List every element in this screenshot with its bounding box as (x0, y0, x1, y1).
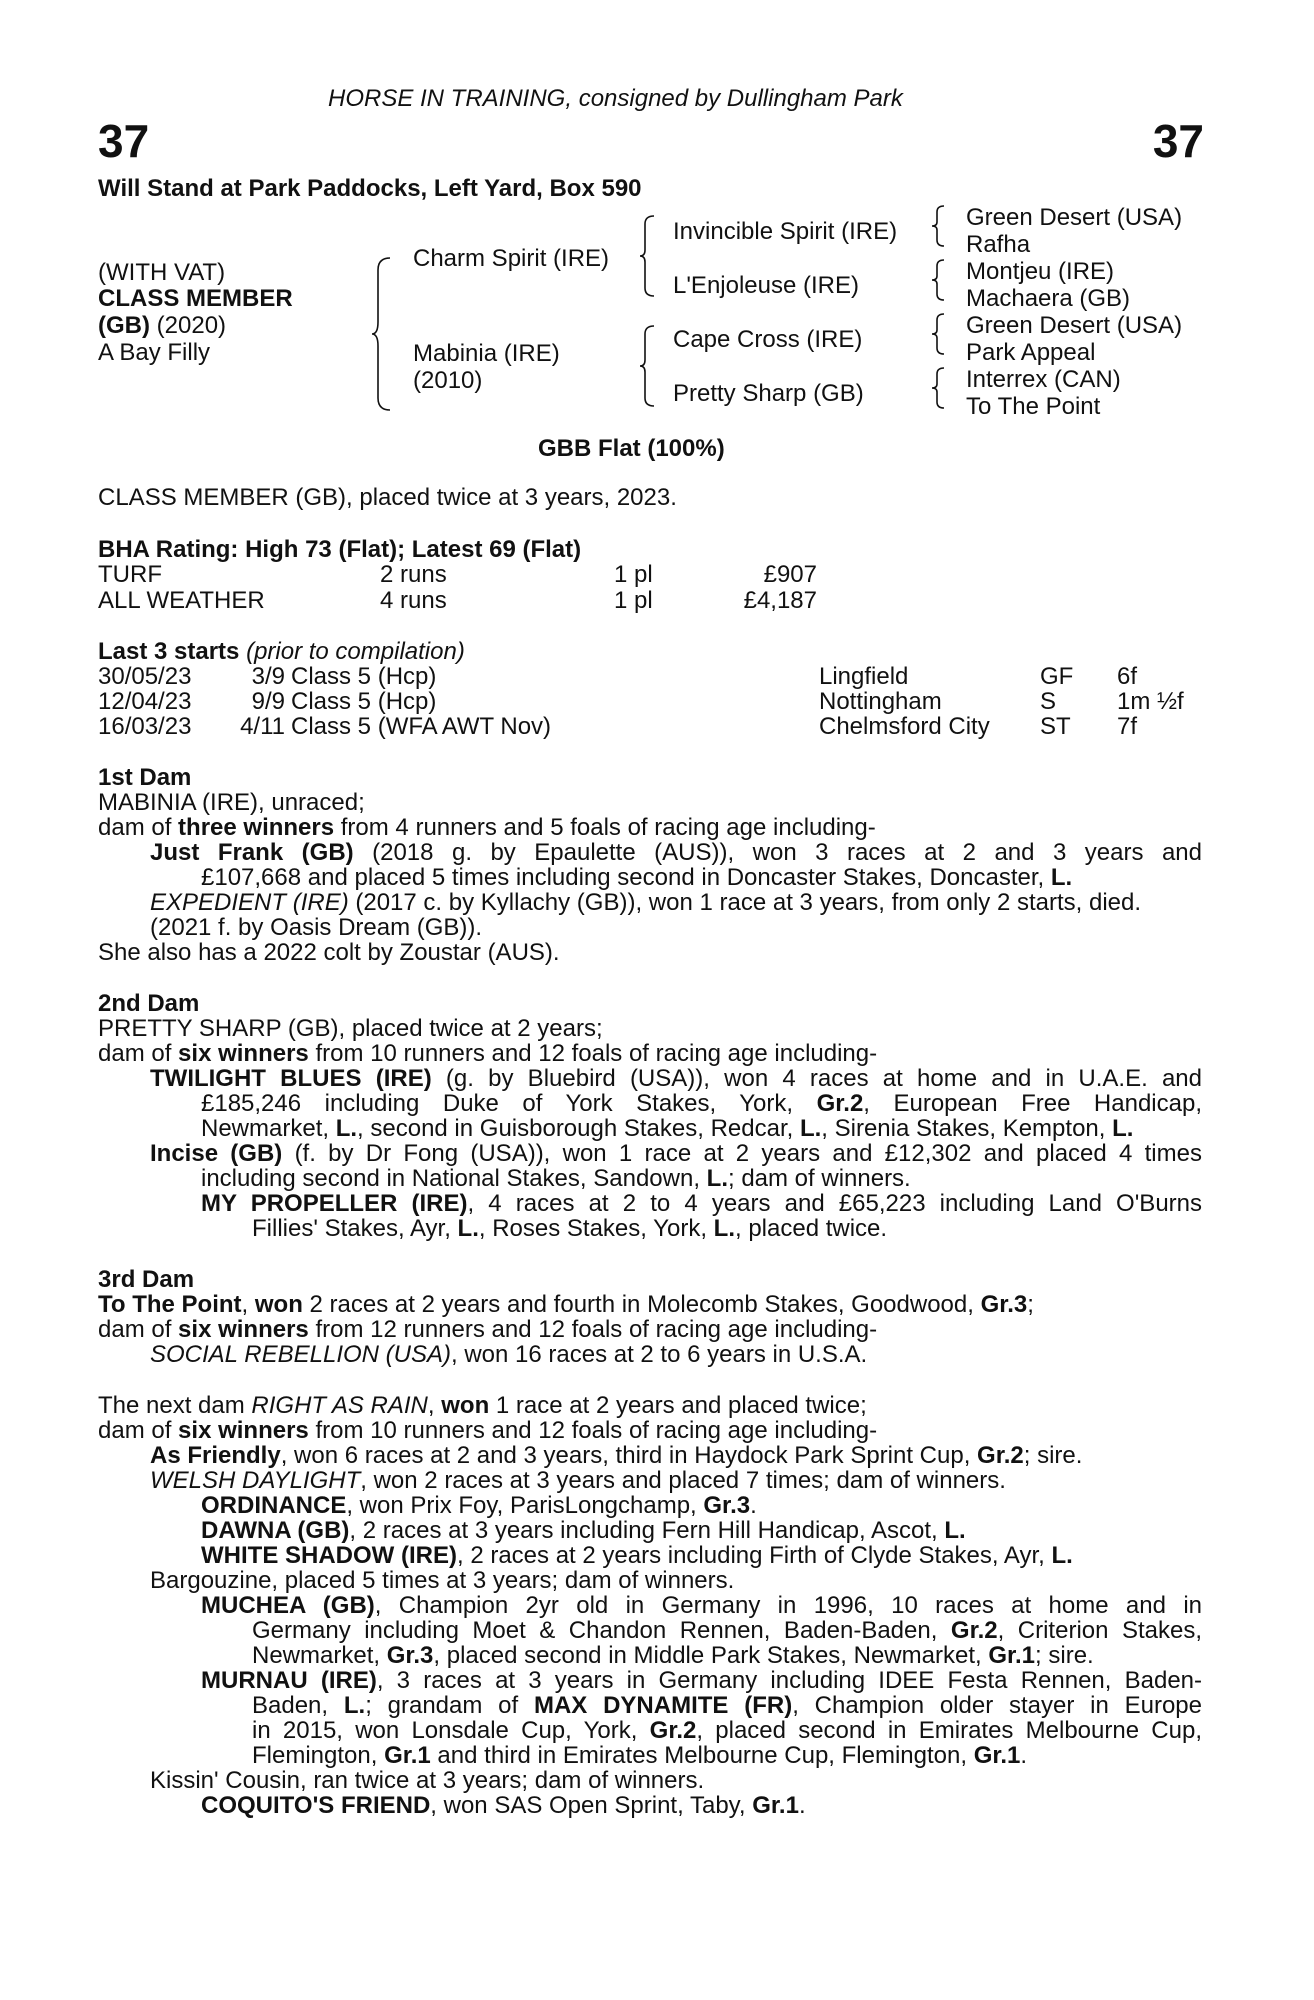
text: six winners (178, 1417, 309, 1444)
dam2-line (150, 1066, 1202, 1092)
dam4-line (252, 1643, 1094, 1669)
dam4-line (252, 1743, 1027, 1769)
dam2-line (201, 1091, 1202, 1117)
text: The next dam (98, 1392, 252, 1419)
start-race: Class 5 (Hcp) (291, 663, 437, 690)
text: , won 2 races at 3 years and placed 7 times; dam of winners. (360, 1467, 1006, 1494)
dam3-line (150, 1342, 867, 1368)
rating-row-placed: 1 pl (614, 561, 653, 588)
dam4-line (201, 1593, 1202, 1619)
last-starts-note: (prior to compilation) (246, 638, 465, 665)
text: , 2 races at 3 years including Fern Hill Handicap, Ascot, (349, 1517, 945, 1544)
horse-origin-year (98, 313, 226, 339)
dam1-line: MABINIA (IRE), unraced; (98, 789, 365, 816)
text: TWILIGHT BLUES (IRE) (150, 1065, 432, 1092)
text: Fillies' Stakes, Ayr, (252, 1215, 458, 1242)
text: RIGHT AS RAIN (251, 1392, 428, 1419)
start-date: 30/05/23 (98, 663, 192, 690)
start-course: Chelmsford City (819, 713, 990, 740)
bha-rating-title: BHA Rating: High 73 (Flat); Latest 69 (Flat) (98, 536, 582, 563)
text: L. (457, 1215, 479, 1242)
text: Gr.3 (703, 1492, 751, 1519)
text: Gr.2 (950, 1617, 998, 1644)
text: Newmarket, (201, 1115, 336, 1142)
text: and third in Emirates Melbourne Cup, Flemington, (430, 1742, 974, 1769)
text: Germany including Moet & Chandon Rennen, Baden-Baden, (252, 1617, 951, 1644)
text: , Champion older stayer in Europe (792, 1692, 1202, 1719)
text: . (798, 1792, 806, 1819)
pedigree-sire-dam: L'Enjoleuse (IRE) (673, 272, 859, 299)
text: , won 16 races at 2 to 6 years in U.S.A. (450, 1341, 868, 1368)
text: SOCIAL REBELLION (USA) (150, 1341, 451, 1368)
text: three winners (178, 814, 335, 841)
text: L. (713, 1215, 735, 1242)
dam1-line (201, 865, 1072, 891)
text: WELSH DAYLIGHT (150, 1467, 361, 1494)
text: in 2015, won Lonsdale Cup, York, (252, 1717, 650, 1744)
text: , won Prix Foy, ParisLongchamp, (346, 1492, 704, 1519)
text: (2018 g. by Epaulette (AUS)), won 3 races at 2 and 3 years and (353, 839, 1202, 866)
rating-row-placed: 1 pl (614, 587, 653, 614)
text: L. (944, 1517, 966, 1544)
text: from 10 runners and 12 foals of racing age including- (308, 1417, 878, 1444)
text: won (254, 1291, 303, 1318)
rating-row-prize: £4,187 (743, 587, 817, 614)
dam3-line (98, 1317, 877, 1343)
text: To The Point (98, 1291, 242, 1318)
text: , 2 races at 2 years including Firth of Clyde Stakes, Ayr, (456, 1542, 1052, 1569)
text: L. (343, 1692, 366, 1719)
dam1-heading: 1st Dam (98, 764, 192, 791)
text: from 10 runners and 12 foals of racing age including- (308, 1040, 878, 1067)
text: including second in National Stakes, Sandown, (201, 1165, 707, 1192)
text: MURNAU (IRE) (201, 1667, 377, 1694)
text: , second in Guisborough Stakes, Redcar, (357, 1115, 800, 1142)
pedigree-g8: To The Point (966, 393, 1101, 420)
text: L. (1050, 864, 1073, 891)
start-course: Nottingham (819, 688, 942, 715)
pedigree-g3: Montjeu (IRE) (966, 258, 1115, 285)
text: ; grandam of (365, 1692, 534, 1719)
start-position: 9/9 (251, 688, 285, 715)
text: ; (1027, 1291, 1034, 1318)
dam4-line (98, 1393, 867, 1419)
pedigree-brace-dam (638, 324, 658, 408)
dam2-line (201, 1116, 1133, 1142)
text: , (241, 1291, 255, 1318)
text: from 4 runners and 5 foals of racing age including- (334, 814, 876, 841)
pedigree-g7: Interrex (CAN) (966, 366, 1121, 393)
dam4-line: Bargouzine, placed 5 times at 3 years; dam of winners. (150, 1567, 735, 1594)
text: Gr.1 (384, 1742, 431, 1769)
text: , placed twice. (735, 1215, 888, 1242)
text: , placed second in Emirates Melbourne Cup, (696, 1717, 1202, 1744)
text: Gr.1 (973, 1742, 1021, 1769)
text: , Sirenia Stakes, Kempton, (821, 1115, 1113, 1142)
text: MAX DYNAMITE (FR) (533, 1692, 793, 1719)
pedigree-brace-g3 (930, 312, 948, 356)
pedigree-brace-g2 (930, 258, 948, 302)
text: DAWNA (GB) (201, 1517, 350, 1544)
vat-note: (WITH VAT) (98, 259, 226, 286)
text: MUCHEA (GB) (201, 1592, 375, 1619)
start-course: Lingfield (819, 663, 909, 690)
text: , (427, 1392, 442, 1419)
last-starts-title (98, 639, 465, 665)
pedigree-dam-year: (2010) (413, 367, 483, 394)
dam4-line: Kissin' Cousin, ran twice at 3 years; dam of winners. (150, 1767, 705, 1794)
pedigree-dam-dam: Pretty Sharp (GB) (673, 380, 864, 407)
lot-number-right: 37 (1152, 115, 1204, 167)
text: Incise (GB) (150, 1140, 283, 1167)
dam1-line: She also has a 2022 colt by Zoustar (AUS). (98, 939, 560, 966)
text: ; dam of winners. (727, 1165, 911, 1192)
text: , Champion 2yr old in Germany in 1996, 10 races at home and in (374, 1592, 1202, 1619)
text: dam of (98, 1040, 179, 1067)
text: L. (1112, 1115, 1134, 1142)
rating-row-runs: 4 runs (380, 587, 447, 614)
lot-number-left: 37 (98, 115, 150, 167)
text: (f. by Dr Fong (USA)), won 1 race at 2 years and £12,302 and placed 4 times (282, 1140, 1202, 1167)
dam2-line (201, 1191, 1202, 1217)
text: , won 6 races at 2 and 3 years, third in Haydock Park Sprint Cup, (280, 1442, 978, 1469)
text: , placed second in Middle Park Stakes, Newmarket, (433, 1642, 989, 1669)
text: , won SAS Open Sprint, Taby, (430, 1792, 753, 1819)
consignment-line: HORSE IN TRAINING, consigned by Dullingham Park (328, 85, 903, 112)
start-going: ST (1040, 713, 1071, 740)
pedigree-sire-sire: Invincible Spirit (IRE) (673, 218, 898, 245)
pedigree-dam-sire: Cape Cross (IRE) (673, 326, 863, 353)
text: As Friendly (150, 1442, 281, 1469)
text: , Roses Stakes, York, (478, 1215, 714, 1242)
dam1-line (150, 840, 1202, 866)
dam1-line: (2021 f. by Oasis Dream (GB)). (150, 914, 483, 941)
last-starts-label: Last 3 starts (98, 638, 240, 665)
text: Baden, (252, 1692, 344, 1719)
dam1-line (150, 890, 1141, 916)
pedigree-g2: Rafha (966, 231, 1031, 258)
start-race: Class 5 (Hcp) (291, 688, 437, 715)
dam2-line (252, 1216, 887, 1242)
stand-location: Will Stand at Park Paddocks, Left Yard, Box 590 (98, 175, 642, 202)
start-going: S (1040, 688, 1057, 715)
pedigree-g5: Green Desert (USA) (966, 312, 1183, 339)
start-date: 16/03/23 (98, 713, 192, 740)
horse-year: (2020) (156, 312, 227, 339)
text: 2 races at 2 years and fourth in Molecomb Stakes, Goodwood, (302, 1291, 981, 1318)
text: ; sire. (1023, 1442, 1083, 1469)
dam2-heading: 2nd Dam (98, 990, 200, 1017)
text: MY PROPELLER (IRE) (201, 1190, 468, 1217)
text: £107,668 and placed 5 times including second in Doncaster Stakes, Doncaster, (201, 864, 1051, 891)
text: , 3 races at 3 years in Germany including IDEE Festa Rennen, Baden- (376, 1667, 1203, 1694)
text: EXPEDIENT (IRE) (150, 889, 349, 916)
dam4-line (98, 1418, 877, 1444)
pedigree-brace-g1 (930, 204, 948, 248)
dam2-line (201, 1166, 911, 1192)
pedigree-brace-main (370, 256, 394, 412)
dam4-line (201, 1493, 757, 1519)
text: 1 race at 2 years and placed twice; (489, 1392, 867, 1419)
text: Gr.2 (977, 1442, 1024, 1469)
dam4-line (252, 1693, 1202, 1719)
rating-row-prize: £907 (763, 561, 817, 588)
text: six winners (178, 1040, 309, 1067)
pedigree-brace-g4 (930, 366, 948, 410)
text: ; sire. (1035, 1642, 1094, 1669)
start-distance: 6f (1117, 663, 1138, 690)
text: £185,246 including Duke of York Stakes, York, (201, 1090, 817, 1117)
text: , 4 races at 2 to 4 years and £65,223 including Land O'Burns (467, 1190, 1203, 1217)
rating-row-runs: 2 runs (380, 561, 447, 588)
horse-origin: (GB) (98, 312, 150, 339)
dam3-heading: 3rd Dam (98, 1266, 195, 1293)
text: WHITE SHADOW (IRE) (201, 1542, 457, 1569)
dam2-line (98, 1041, 877, 1067)
text: , European Free Handicap, (863, 1090, 1202, 1117)
text: Newmarket, (252, 1642, 387, 1669)
text: , Criterion Stakes, (997, 1617, 1203, 1644)
start-distance: 1m ½f (1117, 688, 1184, 715)
dam4-line (201, 1793, 806, 1819)
text: Gr.1 (752, 1792, 799, 1819)
dam4-line (252, 1618, 1202, 1644)
start-going: GF (1040, 663, 1074, 690)
horse-name: CLASS MEMBER (98, 285, 293, 312)
text: dam of (98, 1316, 179, 1343)
start-race: Class 5 (WFA AWT Nov) (291, 713, 552, 740)
text: L. (335, 1115, 358, 1142)
dam2-line: PRETTY SHARP (GB), placed twice at 2 years; (98, 1015, 603, 1042)
text: (2017 c. by Kyllachy (GB)), won 1 race at 3 years, from only 2 starts, died. (348, 889, 1142, 916)
text: . (750, 1492, 757, 1519)
text: ORDINANCE (201, 1492, 347, 1519)
dam4-line (201, 1518, 966, 1544)
dam4-line (201, 1543, 1073, 1569)
dam1-line (98, 815, 876, 841)
summary-line: CLASS MEMBER (GB), placed twice at 3 years, 2023. (98, 484, 677, 511)
text: Gr.3 (980, 1291, 1028, 1318)
text: L. (799, 1115, 822, 1142)
text: Gr.2 (816, 1090, 864, 1117)
dam4-line (201, 1668, 1202, 1694)
rating-row-surface: ALL WEATHER (98, 587, 265, 614)
pedigree-g4: Machaera (GB) (966, 285, 1131, 312)
gbb-rating: GBB Flat (100%) (538, 435, 725, 462)
rating-row-surface: TURF (98, 561, 162, 588)
text: COQUITO'S FRIEND (201, 1792, 431, 1819)
text: won (441, 1392, 490, 1419)
start-position: 4/11 (240, 713, 285, 740)
text: Gr.3 (386, 1642, 434, 1669)
text: dam of (98, 1417, 179, 1444)
horse-name-bold: Just Frank (GB) (150, 839, 354, 866)
start-distance: 7f (1117, 713, 1138, 740)
text: six winners (178, 1316, 309, 1343)
horse-description: A Bay Filly (98, 339, 211, 366)
text: . (1020, 1742, 1028, 1769)
dam3-line (98, 1292, 1034, 1318)
text: Gr.2 (649, 1717, 697, 1744)
text: Flemington, (252, 1742, 385, 1769)
text: Gr.1 (988, 1642, 1036, 1669)
dam4-line (150, 1443, 1082, 1469)
text: from 12 runners and 12 foals of racing age including- (308, 1316, 878, 1343)
text: L. (1051, 1542, 1073, 1569)
pedigree-brace-sire (638, 214, 658, 298)
text: (g. by Bluebird (USA)), won 4 races at home and in U.A.E. and (431, 1065, 1202, 1092)
pedigree-g6: Park Appeal (966, 339, 1096, 366)
start-date: 12/04/23 (98, 688, 192, 715)
pedigree-dam: Mabinia (IRE) (413, 340, 560, 367)
text: dam of (98, 814, 179, 841)
start-position: 3/9 (251, 663, 285, 690)
pedigree-sire: Charm Spirit (IRE) (413, 245, 610, 272)
pedigree-g1: Green Desert (USA) (966, 204, 1183, 231)
dam4-line (150, 1468, 1006, 1494)
dam4-line (252, 1718, 1202, 1744)
dam2-line (150, 1141, 1202, 1167)
text: L. (706, 1165, 728, 1192)
